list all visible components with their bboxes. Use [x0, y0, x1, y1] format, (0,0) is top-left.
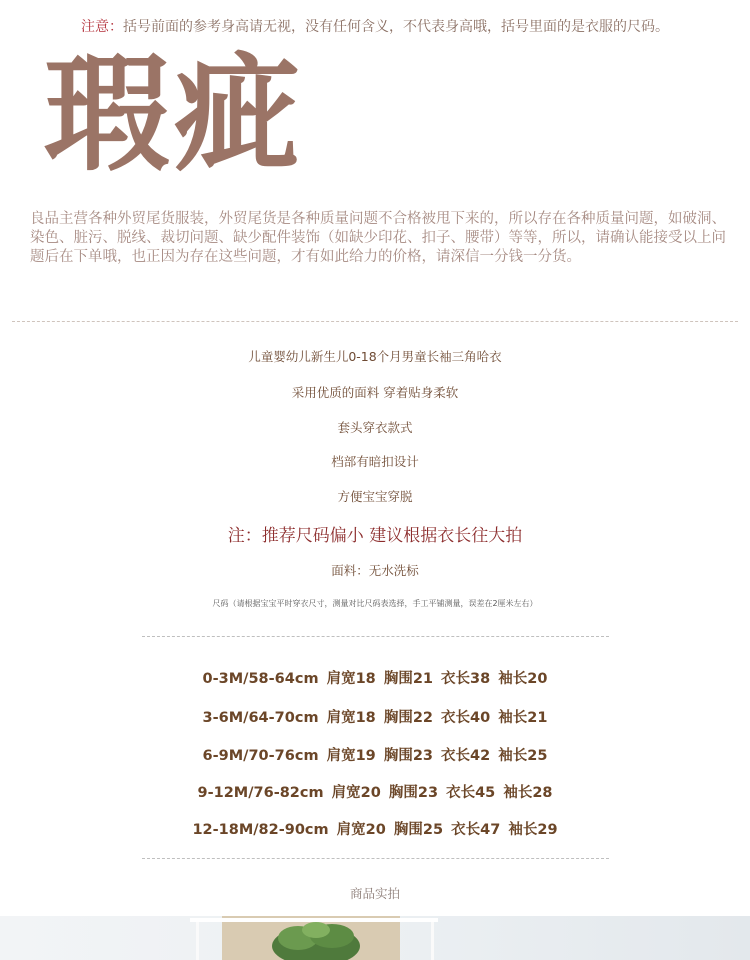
notice-text: 括号前面的参考身高请无视，没有任何含义，不代表身高哦，括号里面的是衣服的尺码。 [123, 19, 669, 35]
size-hint: 尺码（请根据宝宝平时穿衣尺寸，测量对比尺码表选择，手工平铺测量，误差在2厘米左右） [212, 599, 538, 608]
photo-section-label: 商品实拍 [349, 886, 400, 901]
size-row: 12-18M/82-90cm 肩宽20 胸围25 衣长47 袖长29 [192, 822, 558, 838]
fabric-info: 面料：无水洗标 [331, 563, 419, 578]
feature-line-4: 方便宝宝穿脱 [337, 489, 413, 504]
size-row: 9-12M/76-82cm 肩宽20 胸围23 衣长45 袖长28 [197, 785, 553, 801]
size-row: 3-6M/64-70cm 肩宽18 胸围22 衣长40 袖长21 [202, 710, 548, 726]
table-divider-bottom [142, 858, 609, 859]
product-title: 儿童婴幼儿新生儿0-18个月男童长袖三角哈衣 [248, 349, 502, 364]
feature-line-1: 采用优质的面料 穿着贴身柔软 [291, 385, 459, 400]
section-divider [12, 321, 738, 322]
table-divider-top [142, 636, 609, 637]
size-row: 6-9M/70-76cm 肩宽19 胸围23 衣长42 袖长25 [202, 748, 548, 764]
flaw-description: 良品主营各种外贸尾货服装，外贸尾货是各种质量问题不合格被甩下来的，所以存在各种质量问题，如破洞、染色、脏污、脱线、裁切问题、缺少配件装饰（如缺少印花、扣子、腰带）等等，所以，请确认能接受以上问题后在下单哦，也正因为存在这些问题，才有如此给力的价格，请深信一分钱一分货。 [30, 211, 726, 265]
feature-line-2: 套头穿衣款式 [337, 420, 413, 435]
flaw-title: 瑕疵 [44, 40, 304, 188]
size-row: 0-3M/58-64cm 肩宽18 胸围21 衣长38 袖长20 [202, 671, 548, 687]
notice-line [0, 16, 750, 36]
product-photo [0, 916, 750, 960]
plant-decoration [268, 920, 364, 960]
feature-line-3: 档部有暗扣设计 [331, 454, 419, 469]
size-note: 注：推荐尺码偏小 建议根据衣长往大拍 [227, 526, 523, 546]
notice-lead: 注意： [81, 19, 123, 35]
